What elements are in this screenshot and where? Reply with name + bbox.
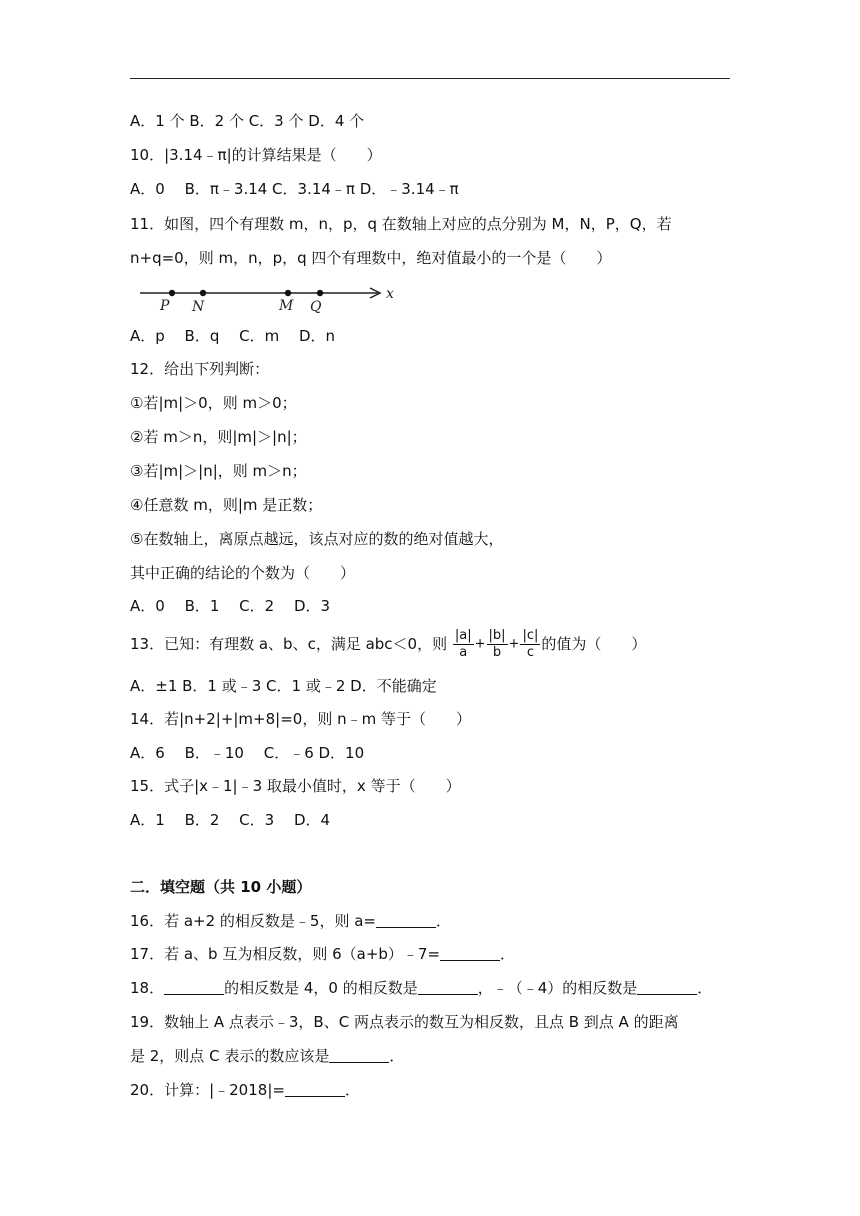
label-p: P bbox=[160, 298, 170, 314]
section-2-title: 二．填空题（共 10 小题） bbox=[130, 878, 312, 896]
fraction-a-numerator: |a| bbox=[454, 628, 472, 643]
q12-item-2: ②若 m＞n，则|m|＞|n|； bbox=[130, 428, 307, 446]
q20 bbox=[130, 1079, 360, 1101]
q12-item-3: ③若|m|＞|n|，则 m＞n； bbox=[130, 462, 307, 480]
q13-stem bbox=[130, 624, 646, 665]
label-q: Q bbox=[310, 299, 322, 315]
q17 bbox=[130, 943, 515, 965]
fraction-c-numerator: |c| bbox=[522, 628, 539, 643]
q12-item-1: ①若|m|＞0，则 m＞0； bbox=[130, 394, 297, 412]
answer-blank[interactable] bbox=[376, 911, 436, 928]
q12-item-4: ④任意数 m，则|m 是正数； bbox=[130, 496, 323, 514]
point-n bbox=[200, 290, 206, 296]
point-q bbox=[317, 290, 323, 296]
fraction-a bbox=[453, 628, 474, 661]
number-line-figure bbox=[138, 282, 398, 316]
q18-part1: 的相反数是 4，0 的相反数是 bbox=[224, 979, 418, 997]
q16-text: 16．若 a+2 的相反数是﹣5，则 a= bbox=[130, 912, 376, 930]
q18-end: ． bbox=[697, 979, 713, 997]
q11-options: A．p B．q C．m D．n bbox=[130, 327, 336, 345]
q16 bbox=[130, 910, 451, 932]
q17-text: 17．若 a、b 互为相反数，则 6（a+b）﹣7= bbox=[130, 945, 441, 963]
q20-end: ． bbox=[344, 1081, 360, 1099]
answer-blank[interactable] bbox=[329, 1046, 389, 1063]
answer-blank[interactable] bbox=[418, 978, 478, 995]
answer-blank[interactable] bbox=[164, 978, 224, 995]
point-p bbox=[169, 290, 175, 296]
label-n: N bbox=[192, 299, 205, 315]
q10-stem: 10．|3.14﹣π|的计算结果是（ ） bbox=[130, 146, 382, 164]
fraction-c-denominator: c bbox=[526, 645, 534, 660]
q13-stem-before: 13．已知：有理数 a、b、c，满足 abc＜0，则 bbox=[130, 635, 448, 653]
q9-options: A．1 个 B．2 个 C．3 个 D．4 个 bbox=[130, 112, 365, 130]
q12-stem: 12．给出下列判断： bbox=[130, 360, 270, 378]
fraction-a-denominator: a bbox=[459, 645, 468, 660]
q15-stem: 15．式子|x﹣1|﹣3 取最小值时，x 等于（ ） bbox=[130, 777, 461, 795]
q20-text: 20．计算：|﹣2018|= bbox=[130, 1081, 285, 1099]
fraction-b bbox=[487, 628, 508, 661]
answer-blank[interactable] bbox=[285, 1080, 345, 1097]
fraction-c bbox=[520, 628, 540, 661]
q19-end: ． bbox=[389, 1047, 405, 1065]
q18 bbox=[130, 977, 712, 999]
q19-text: 是 2，则点 C 表示的数应该是 bbox=[130, 1047, 330, 1065]
plus-sign: + bbox=[474, 636, 486, 652]
q15-options: A．1 B．2 C．3 D．4 bbox=[130, 811, 331, 829]
plus-sign: + bbox=[508, 636, 520, 652]
q12-options: A．0 B．1 C．2 D．3 bbox=[130, 597, 331, 615]
q12-item-5: ⑤在数轴上，离原点越远，该点对应的数的绝对值越大， bbox=[130, 530, 504, 548]
q10-options: A．0 B．π﹣3.14 C．3.14﹣π D．﹣3.14﹣π bbox=[130, 180, 459, 198]
q14-stem: 14．若|n+2|+|m+8|=0，则 n﹣m 等于（ ） bbox=[130, 710, 471, 728]
fraction-b-denominator: b bbox=[492, 645, 502, 660]
q18-prefix: 18． bbox=[130, 979, 165, 997]
q12-conclusion: 其中正确的结论的个数为（ ） bbox=[130, 564, 356, 582]
q17-end: ． bbox=[500, 945, 516, 963]
point-m bbox=[285, 290, 291, 296]
q14-options: A．6 B．﹣10 C．﹣6 D．10 bbox=[130, 744, 365, 762]
q18-part2: ，﹣（﹣4）的相反数是 bbox=[477, 979, 638, 997]
q19-line-1: 19．数轴上 A 点表示﹣3，B、C 两点表示的数互为相反数，且点 B 到点 A 的距离 bbox=[130, 1013, 679, 1031]
header-rule bbox=[130, 78, 730, 79]
label-m: M bbox=[279, 298, 294, 314]
label-x: x bbox=[386, 286, 394, 302]
q13-stem-after: 的值为（ ） bbox=[541, 635, 647, 653]
fraction-b-numerator: |b| bbox=[488, 628, 506, 643]
q19-line-2 bbox=[130, 1045, 404, 1067]
answer-blank[interactable] bbox=[637, 978, 697, 995]
q16-end: ． bbox=[436, 912, 452, 930]
q11-stem: 11．如图，四个有理数 m，n，p，q 在数轴上对应的点分别为 M，N，P，Q，若 n+q=0，则 m，n，p，q 四个有理数中，绝对值最小的一个是（ ） bbox=[130, 215, 672, 267]
q13-options: A．±1 B．1 或﹣3 C．1 或﹣2 D．不能确定 bbox=[130, 677, 437, 695]
answer-blank[interactable] bbox=[440, 944, 500, 961]
